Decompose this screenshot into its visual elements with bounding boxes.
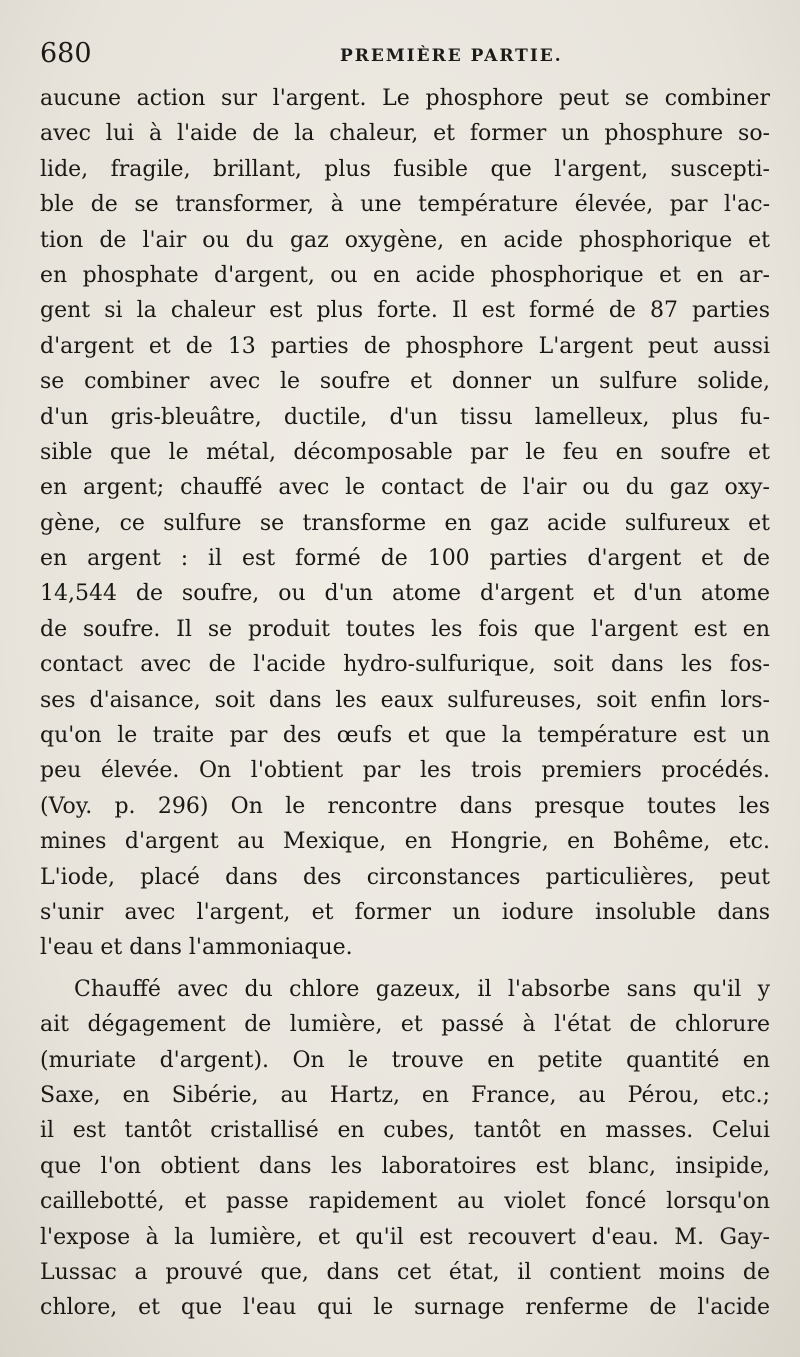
text-line: en argent; chauffé avec le contact de l'air ou du gaz oxy- — [40, 475, 770, 501]
text-line: Lussac a prouvé que, dans cet état, il contient moins de — [40, 1259, 770, 1285]
paragraph — [40, 81, 770, 966]
text-line: ses d'aisance, soit dans les eaux sulfureuses, soit enfin lors- — [40, 687, 770, 713]
text-line: qu'on le traite par des œufs et que la température est un — [40, 723, 770, 749]
text-line: peu élevée. On l'obtient par les trois premiers procédés. — [40, 758, 770, 784]
text-line: de soufre. Il se produit toutes les fois que l'argent est en — [40, 616, 770, 642]
text-line: d'argent et de 13 parties de phosphore L'argent peut aussi — [40, 333, 770, 359]
text-line: ait dégagement de lumière, et passé à l'état de chlorure — [40, 1012, 770, 1038]
text-line: contact avec de l'acide hydro-sulfurique, soit dans les fos- — [40, 652, 770, 678]
text-line: en argent : il est formé de 100 parties d'argent et de — [40, 546, 770, 572]
text-line: tion de l'air ou du gaz oxygène, en acide phosphorique et — [40, 227, 770, 253]
text-line: l'expose à la lumière, et qu'il est recouvert d'eau. M. Gay- — [40, 1224, 770, 1250]
page-header — [40, 38, 760, 72]
text-line: lide, fragile, brillant, plus fusible que l'argent, suscepti- — [40, 156, 770, 182]
text-line: mines d'argent au Mexique, en Hongrie, en Bohême, etc. — [40, 829, 770, 855]
text-line: chlore, et que l'eau qui le surnage renferme de l'acide — [40, 1295, 770, 1321]
text-line: gène, ce sulfure se transforme en gaz acide sulfureux et — [40, 510, 770, 536]
text-line: Saxe, en Sibérie, au Hartz, en France, au Pérou, etc.; — [40, 1082, 770, 1108]
text-line: avec lui à l'aide de la chaleur, et former un phosphure so- — [40, 121, 770, 147]
text-line: que l'on obtient dans les laboratoires est blanc, insipide, — [40, 1153, 770, 1179]
text-line: sible que le métal, décomposable par le feu en soufre et — [40, 439, 770, 465]
text-line: (Voy. p. 296) On le rencontre dans presque toutes les — [40, 793, 770, 819]
running-head: PREMIÈRE PARTIE. — [340, 46, 563, 66]
text-line: ble de se transformer, à une température élevée, par l'ac- — [40, 192, 770, 218]
text-line: d'un gris-bleuâtre, ductile, d'un tissu lamelleux, plus fu- — [40, 404, 770, 430]
text-line: gent si la chaleur est plus forte. Il est formé de 87 parties — [40, 298, 770, 324]
paragraph — [40, 972, 770, 1326]
text-line: L'iode, placé dans des circonstances particulières, peut — [40, 864, 770, 890]
text-line: il est tantôt cristallisé en cubes, tantôt en masses. Celui — [40, 1118, 770, 1144]
text-line: 14,544 de soufre, ou d'un atome d'argent et d'un atome — [40, 581, 770, 607]
page-number: 680 — [40, 38, 92, 69]
text-line: se combiner avec le soufre et donner un sulfure solide, — [40, 369, 770, 395]
text-line: aucune action sur l'argent. Le phosphore peut se combiner — [40, 86, 770, 111]
body-text — [40, 81, 770, 1326]
text-line: s'unir avec l'argent, et former un iodure insoluble dans — [40, 899, 770, 925]
text-line: en phosphate d'argent, ou en acide phosphorique et en ar- — [40, 262, 770, 288]
text-line: l'eau et dans l'ammoniaque. — [40, 935, 353, 961]
text-line: caillebotté, et passe rapidement au violet foncé lorsqu'on — [40, 1189, 770, 1215]
text-line: (muriate d'argent). On le trouve en petite quantité en — [40, 1047, 770, 1073]
text-line: Chauffé avec du chlore gazeux, il l'absorbe sans qu'il y — [74, 976, 770, 1002]
